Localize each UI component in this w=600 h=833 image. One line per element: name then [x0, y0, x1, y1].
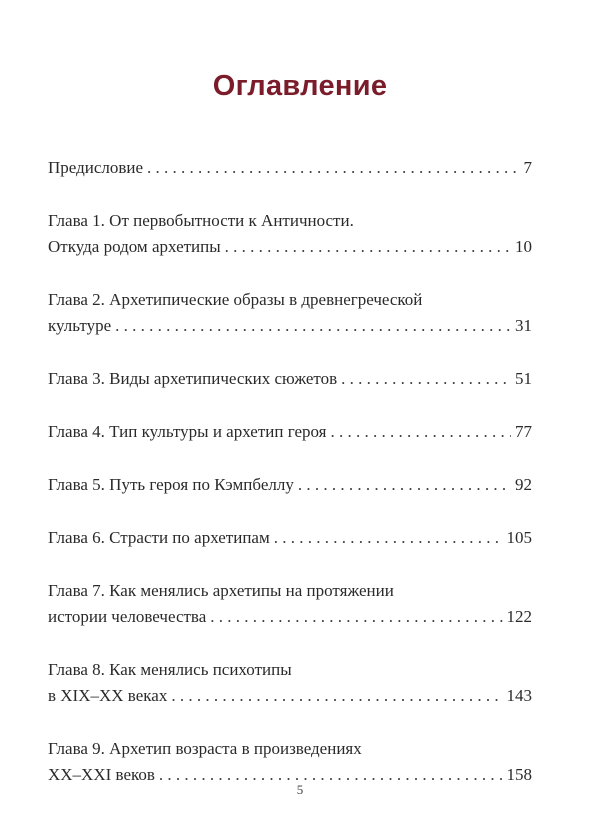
- page-title: Оглавление: [212, 70, 388, 102]
- toc-entry-page: 92: [515, 475, 532, 494]
- toc-entry-row: [48, 366, 532, 392]
- dot-leader: [274, 525, 503, 551]
- dot-leader: [115, 313, 511, 339]
- toc-entry-row: [48, 313, 532, 339]
- toc-entry-preface[interactable]: [48, 155, 532, 181]
- toc-entry-row: [48, 472, 532, 498]
- toc-entry-title: Глава 4. Тип культуры и архетип героя: [48, 422, 327, 441]
- toc-entry-chapter-3[interactable]: [48, 366, 532, 392]
- toc-entry-chapter-1[interactable]: [48, 208, 532, 260]
- toc-entry-page: 77: [515, 422, 532, 441]
- toc-entry-title-line1: Глава 8. Как менялись психотипы: [48, 660, 292, 679]
- toc-entry-row: [48, 234, 532, 260]
- dot-leader: [225, 234, 511, 260]
- table-of-contents: [48, 155, 532, 815]
- toc-entry-title: Глава 6. Страсти по архетипам: [48, 528, 270, 547]
- toc-entry-row: [48, 155, 532, 181]
- toc-entry-chapter-2[interactable]: [48, 287, 532, 339]
- toc-entry-title-line2: в XIX–XX веках: [48, 686, 168, 705]
- toc-entry-row: [48, 419, 532, 445]
- dot-leader: [171, 683, 502, 709]
- toc-entry-page: 31: [515, 316, 532, 335]
- dot-leader: [341, 366, 511, 392]
- toc-entry-page: 51: [515, 369, 532, 388]
- toc-entry-title-line2: культуре: [48, 316, 112, 335]
- toc-entry-chapter-9[interactable]: [48, 736, 532, 788]
- toc-entry-page: 122: [506, 607, 532, 626]
- toc-entry-chapter-7[interactable]: [48, 578, 532, 630]
- dot-leader: [210, 604, 502, 630]
- toc-entry-title-line1: Глава 1. От первобытности к Античности.: [48, 211, 354, 230]
- toc-entry-title: Глава 3. Виды архетипических сюжетов: [48, 369, 338, 388]
- toc-entry-title-line2: Откуда родом архетипы: [48, 237, 221, 256]
- dot-leader: [298, 472, 511, 498]
- toc-entry-chapter-8[interactable]: [48, 657, 532, 709]
- toc-entry-page: 7: [523, 158, 532, 177]
- toc-entry-page: 10: [515, 237, 532, 256]
- toc-entry-title-line1: Глава 7. Как менялись архетипы на протяжении: [48, 581, 394, 600]
- toc-entry-title: Предисловие: [48, 158, 144, 177]
- toc-entry-title: Глава 5. Путь героя по Кэмпбеллу: [48, 475, 294, 494]
- toc-entry-chapter-4[interactable]: [48, 419, 532, 445]
- dot-leader: [331, 419, 512, 445]
- dot-leader: [147, 155, 519, 181]
- toc-entry-chapter-5[interactable]: [48, 472, 532, 498]
- toc-entry-title-line1: Глава 2. Архетипические образы в древнегреческой: [48, 290, 423, 309]
- toc-entry-title-line2: XX–XXI веков: [48, 765, 155, 784]
- toc-entry-page: 158: [506, 765, 532, 784]
- toc-entry-row: [48, 604, 532, 630]
- toc-entry-chapter-6[interactable]: [48, 525, 532, 551]
- toc-entry-title-line1: Глава 9. Архетип возраста в произведениях: [48, 739, 362, 758]
- toc-entry-page: 143: [506, 686, 532, 705]
- toc-entry-title-line2: истории человечества: [48, 607, 207, 626]
- page-number: 5: [296, 782, 304, 797]
- toc-entry-row: [48, 683, 532, 709]
- toc-entry-page: 105: [506, 528, 532, 547]
- toc-entry-row: [48, 525, 532, 551]
